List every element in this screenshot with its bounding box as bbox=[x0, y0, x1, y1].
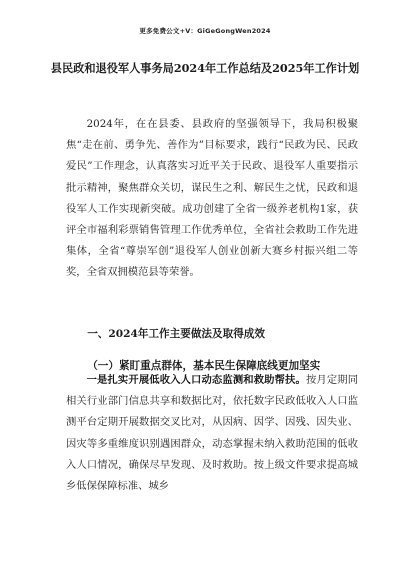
paragraph-body: 按月定期同相关行业部门信息共享和数据比对，依托数字民政低收入人口监测平台定期开展数据交叉比对，从因病、因学、因残、因失业、因灾等多重维度识别遇困群众，动态掌握未纳入救助范围的低收入人口情况，确保尽早发现、及时救助。按上级文件要求提高城乡低保保障标准、城乡 bbox=[66, 374, 359, 493]
header-note: 更多免费公文+V：GiGeGongWen2024 bbox=[139, 27, 271, 35]
body-paragraph-2-text bbox=[66, 370, 358, 497]
section-heading: 一、2024年工作主要做法及取得成效 bbox=[87, 328, 265, 340]
paragraph-lead: 一是扎实开展低收入人口动态监测和救助帮扶。 bbox=[86, 374, 306, 386]
body-paragraph-2 bbox=[66, 370, 358, 497]
intro-paragraph-text: 2024年，在在县委、县政府的坚强领导下，我局积极聚焦“走在前、勇争先、善作为”目标要求，践行“民政为民、民政爱民”工作理念，认真落实习近平关于民政、退役军人重要指示批示精神，聚焦群众关切，谋民生之利、解民生之忧，民政和退役军人工作实现新突破。成功创建了全省一级养老机构1家，获评全市福利彩票销售管理工作优秀单位，全省社会救助工作先进集体，全省“尊崇军创”退役军人创业创新大赛乡村振兴组二等奖，全省双拥模范县等荣誉。 bbox=[66, 118, 358, 279]
intro-paragraph bbox=[66, 114, 358, 284]
document-title: 县民政和退役军人事务局2024年工作总结及2025年工作计划 bbox=[50, 61, 360, 75]
subsection-heading: （一）紧盯重点群体，基本民生保障底线更加坚实 bbox=[87, 360, 321, 372]
